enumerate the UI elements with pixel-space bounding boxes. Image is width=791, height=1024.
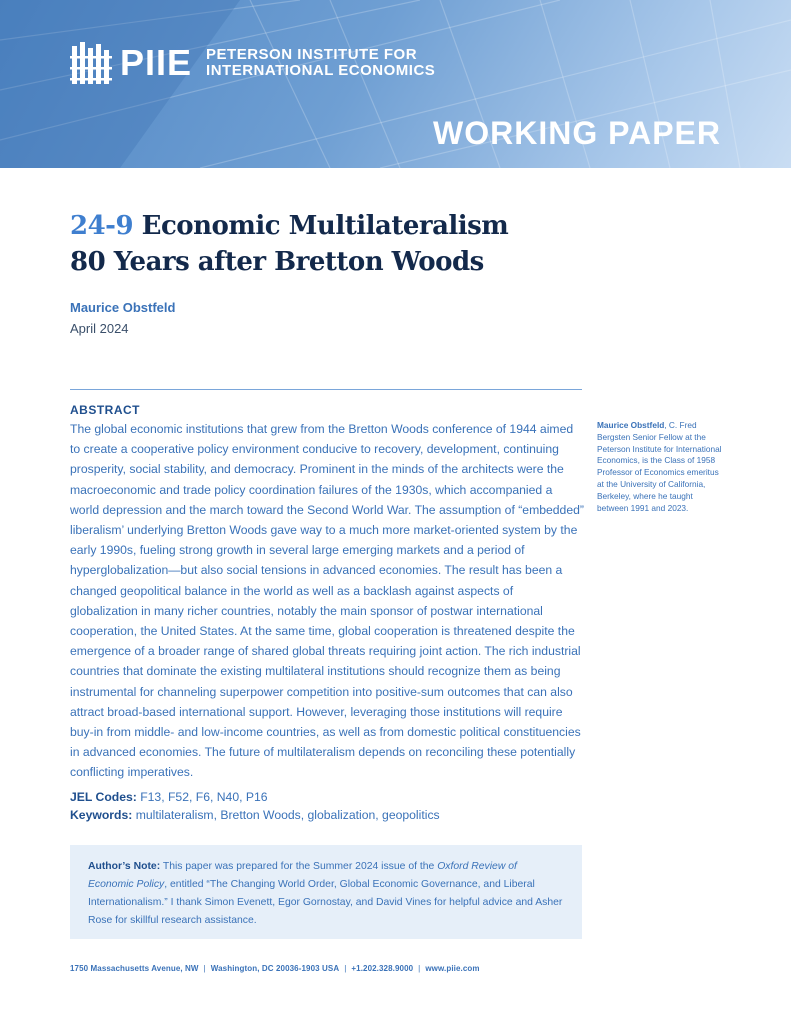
footer-phone[interactable]: +1.202.328.9000 [351, 964, 414, 973]
publication-date: April 2024 [70, 321, 129, 336]
jel-codes [70, 788, 268, 806]
footer-separator: | [344, 964, 347, 973]
footer [70, 964, 480, 973]
institute-name [206, 47, 435, 79]
keywords [70, 806, 440, 824]
header-banner [0, 0, 791, 168]
abstract-text: The global economic institutions that grew from the Bretton Woods conference of 1944 aimed to create a cooperative policy environment conducive to recovery, development, continuing prosperity, social stability, and democracy. Prominent in the minds of the architects were the macroeconomic and trade policy coordination failures of the 1930s, which accompanied a world depression and the march toward the Second World War. The assumption of “embedded” liberalism’ underlying Bretton Woods gave way to a much more market-oriented system by the early 1990s, fueling strong growth in several large emerging markets and a period of hyperglobalization—but also social tensions in advanced economies. The result has been a changed geopolitical balance in the world as well as a backlash against aspects of globalization in many richer countries, notably the main sponsor of postwar international cooperation, the United States. At the same time, global cooperation is threatened despite the emergence of a broader range of shared global threats requiring joint action. The rich industrial countries that dominate the existing multilateral institutions should recognize them as being instrumental for channeling superpower competition into positive-sum outcomes that can also attract broad-based international support. However, leveraging those institutions will require buy-in from middle- and low-income countries, as well as from domestic political constituencies in advanced economies. The future of multilateralism depends on reconciling these potentially conflicting imperatives. [70, 422, 584, 780]
piie-logo[interactable] [70, 40, 435, 86]
author-bio-name: Maurice Obstfeld [597, 420, 665, 430]
note-label: Author’s Note: [88, 861, 161, 872]
keywords-value: multilateralism, Bretton Woods, globalization, geopolitics [132, 808, 440, 822]
note-text-before: This paper was prepared for the Summer 2024 issue of the [160, 861, 438, 872]
author-name: Maurice Obstfeld [70, 300, 176, 315]
footer-address: 1750 Massachusetts Avenue, NW [70, 964, 199, 973]
jel-label: JEL Codes: [70, 790, 137, 804]
paper-number: 24-9 [70, 211, 134, 241]
title-line2: 80 Years after Bretton Woods [70, 247, 484, 277]
abstract-heading: ABSTRACT [70, 403, 140, 417]
divider [70, 389, 582, 390]
footer-separator: | [203, 964, 206, 973]
footer-website-link[interactable]: www.piie.com [425, 964, 480, 973]
author-bio [597, 420, 725, 514]
note-text-after: , entitled “The Changing World Order, Global Economic Governance, and Liberal Internationalism.” I thank Simon Evenett, Egor Gornostay, and David Vines for helpful advice and Asher Rose for skillful research assistance. [88, 879, 563, 926]
title-line1: Economic Multilateralism [141, 211, 509, 241]
authors-note-box [70, 845, 582, 939]
keywords-label: Keywords: [70, 808, 133, 822]
piie-building-icon [70, 40, 112, 86]
author-bio-text: , C. Fred Bergsten Senior Fellow at the Peterson Institute for International Economics, is the Class of 1958 Professor of Economics emeritus at the University of California, Berkeley, where he taught between 1991 and 2023. [597, 420, 722, 513]
logo-wordmark: PIIE [120, 42, 193, 83]
series-label: WORKING PAPER [433, 115, 721, 151]
footer-city: Washington, DC 20036-1903 USA [210, 964, 340, 973]
footer-separator: | [418, 964, 421, 973]
jel-value: F13, F52, F6, N40, P16 [136, 790, 268, 804]
note-journal: Oxford Review of Economic Policy [88, 861, 517, 890]
institute-name-line2: INTERNATIONAL ECONOMICS [206, 62, 436, 79]
institute-name-line1: PETERSON INSTITUTE FOR [206, 46, 418, 63]
page-title [70, 208, 630, 280]
